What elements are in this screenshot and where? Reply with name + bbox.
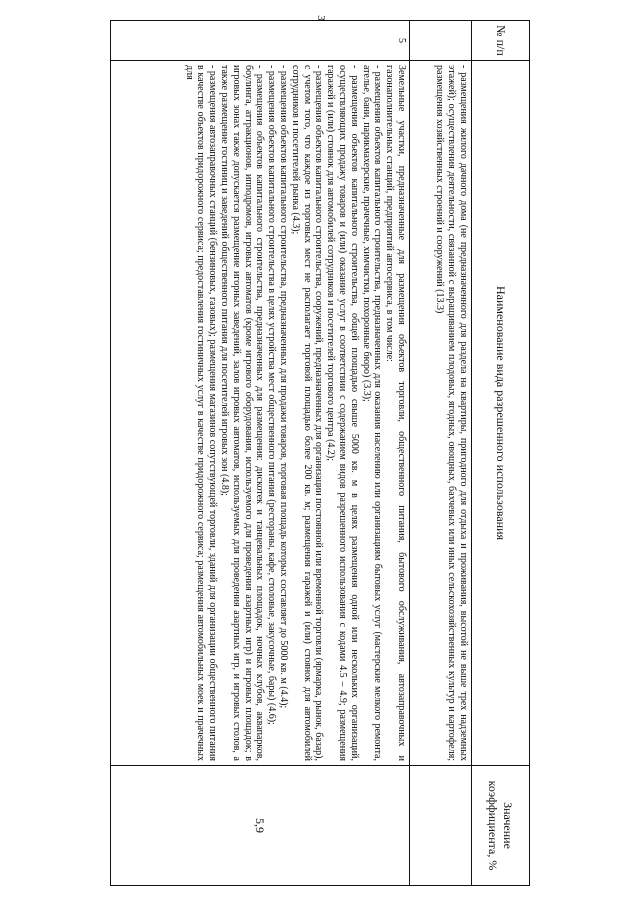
row-paragraph: - размещения объектов капитального строительства, предназначенных для размещения: дискотек и танцевальных площадок, ночных клубов, аквапарков, боулинга, аттракционов, ипподромов, игровых автоматов (кроме игрового оборудования, используемого для проведения азартных игр) и игровых площадок; в игровых зонах также допускается размещение игорных заведений, залов игровых автоматов, используемых для проведения азартных игр, и игровых столов, а также размещение гостиниц и заведений общественного питания для посетителей игровых зон (4.8); — [219, 65, 266, 761]
rotated-table-wrapper — [110, 20, 530, 885]
row-paragraph: - размещения объектов капитального строительства, предназначенных для продажи товаров, торговая площадь которых составляет до 5000 кв. м (4.4); — [278, 65, 290, 709]
header-name: Наименование вида разрешенного использования — [472, 61, 530, 766]
row-value: 5,9 — [111, 766, 410, 886]
row-paragraph: Земельные участки, предназначенные для размещения объектов торговли, общественного питания, бытового обслуживания, автозаправочных и газонаполнительных станций, предприятий автосервиса, в том числе: — [384, 65, 407, 761]
row-description — [410, 61, 472, 766]
header-value: Значение коэффициента, % — [472, 766, 530, 886]
land-use-table — [110, 20, 530, 886]
row-num: 5 — [111, 21, 410, 61]
row-paragraph: - размещения жилого дачного дома (не предназначенного для раздела на квартиры, пригодного для отдыха и проживания, высотой не выше трех надземных этажей); осуществления деятельности, связанной с выращиванием плодовых, ягодных, овощных, бахчевых или иных сельскохозяйственных культур и картофеля; размещения хозяйственных строений и сооружений (13.3) — [434, 65, 469, 761]
rotated-table-inner — [110, 20, 530, 885]
page-number: 3 — [314, 15, 327, 21]
table-row — [410, 21, 472, 886]
row-paragraph: - размещения объектов капитального строительства, предназначенных для оказания населению или организациям бытовых услуг (мастерские мелкого ремонта, ателье, бани, парикмахерские, прачечные, химчистки, похоронные бюро) (3.3); — [360, 65, 384, 761]
table-header-row — [472, 21, 530, 886]
row-paragraph: - размещения объектов капитального строительства, сооружений, предназначенных для организации постоянной или временной торговли (ярмарка, рынок, базар), с учетом того, что каждое из торговых мест не располагает торговой площадью более 200 кв. м; размещения гаражей и (или) стоянок для автомобилей сотрудников и посетителей рынка (4.3); — [289, 65, 325, 761]
row-paragraph: - размещения автозаправочных станций (бензиновых, газовых); размещения магазинов сопутствующей торговли, зданий для организации общественного питания в качестве объектов придорожного сервиса; предоставления гостиничных услуг в качестве придорожного сервиса; размещения автомобильных моек и прачечных для — [183, 65, 219, 761]
row-description — [111, 61, 410, 766]
row-paragraph: - размещения объектов капитального строительства в целях устройства мест общественного питания (рестораны, кафе, столовые, закусочные, бары) (4.6); — [266, 65, 278, 725]
row-paragraph: - размещения объектов капитального строительства, общей площадью свыше 5000 кв. м в целях размещения одной или нескольких организаций, осуществляющих продажу товаров и (или) оказание услуг в соответствии с содержанием видов разрешенного использования с кодами 4.5 – 4.9; размещения гаражей и (или) стоянок для автомобилей сотрудников и посетителей торгового центра (4.2); — [325, 65, 360, 761]
row-num — [410, 21, 472, 61]
table-row — [111, 21, 410, 886]
header-num: № п/п — [472, 21, 530, 61]
row-value — [410, 766, 472, 886]
